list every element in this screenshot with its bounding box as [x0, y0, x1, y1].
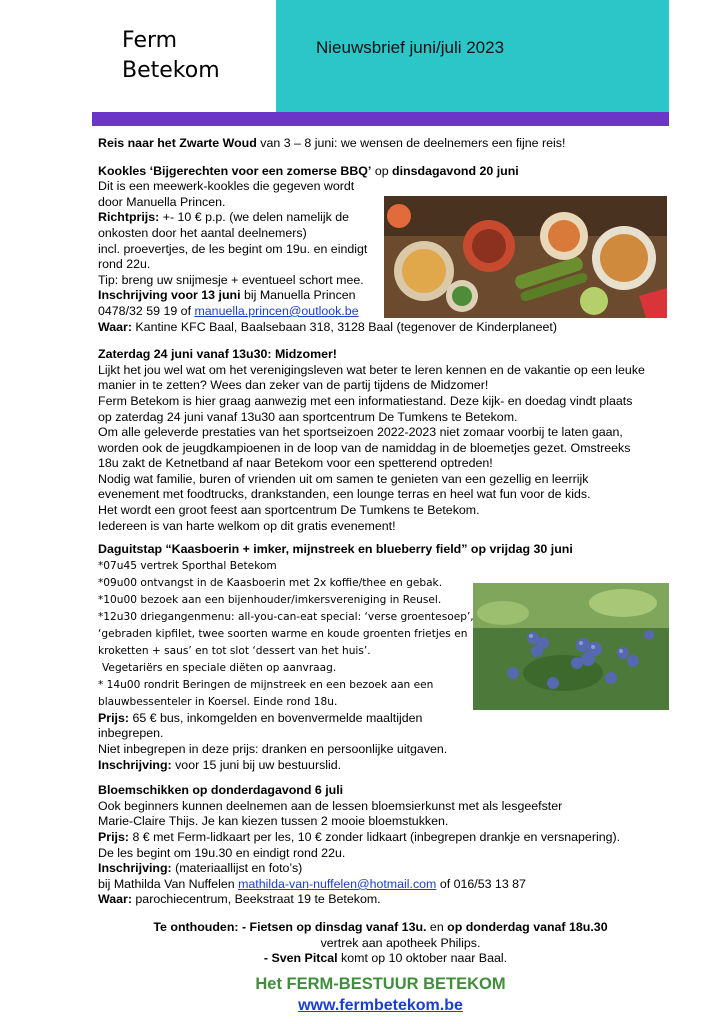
flowers-line: Ook beginners kunnen deelnemen aan de lessen bloemsierkunst met als lesgeefster	[98, 798, 563, 813]
header-divider-bar	[92, 112, 669, 126]
midsummer-line: manier in te zetten? Wees dan zeker van de partij tijdens de Midzomer!	[98, 378, 489, 393]
midsummer-line: evenement met foodtrucks, drankstanden, een lounge terras en heel wat fun voor de kids.	[98, 487, 591, 502]
midsummer-line: worden ook de jeugdkampioenen in de loop van de namiddag in de bloemetjes gezet. Omstreeks	[98, 440, 631, 455]
midsummer-line: Ferm Betekom is hier graag aanwezig met een informatiestand. Deze kijk- en doedag vindt plaats	[98, 393, 633, 408]
daytrip-not-included: Niet inbegrepen in deze prijs: dranken en persoonlijke uitgaven.	[98, 742, 448, 757]
daytrip-registration: Inschrijving: voor 15 juni bij uw bestuurslid.	[98, 757, 342, 772]
daytrip-program-item: Vegetariërs en speciale diëten op aanvraag.	[102, 661, 337, 674]
flowers-location: Waar: parochiecentrum, Beekstraat 19 te Betekom.	[98, 892, 381, 907]
cooking-line: incl. proevertjes, de les begint om 19u. en eindigt	[98, 241, 368, 256]
flowers-line: De les begint om 19u.30 en eindigt rond 22u.	[98, 845, 346, 860]
newsletter-body	[98, 136, 673, 908]
org-name-line1: Ferm	[122, 28, 178, 53]
header-org-block	[92, 0, 276, 112]
daytrip-program-item: blauwbessenteler in Koersel. Einde rond 18u.	[98, 695, 338, 708]
newsletter-title: Nieuwsbrief juni/juli 2023	[316, 38, 505, 57]
cooking-contact: 0478/32 59 19 of manuella.princen@outlook.be	[98, 303, 359, 318]
midsummer-line: Lijkt het jou wel wat om het verenigingsleven wat beter te leren kennen en de vakantie op een leuke	[98, 362, 645, 377]
daytrip-program-item: *12u30 driegangenmenu: all-you-can-eat special: ‘verse groentesoep’,	[98, 610, 474, 623]
midsummer-line: Iedereen is van harte welkom op dit gratis evenement!	[98, 518, 396, 533]
trip-title: Reis naar het Zwarte Woud	[98, 136, 257, 150]
cooking-tip: Tip: breng uw snijmesje + eventueel schort mee.	[98, 272, 364, 287]
remember-line1: Te onthouden: - Fietsen op dinsdag vanaf 13u. en op donderdag vanaf 18u.30	[153, 920, 608, 934]
flowers-title: Bloemschikken op donderdagavond 6 juli	[98, 783, 344, 798]
board-signature: Het FERM-BESTUUR BETEKOM	[255, 974, 506, 993]
daytrip-program-item: * 14u00 rondrit Beringen de mijnstreek en een bezoek aan een	[98, 678, 434, 691]
cooking-title: Kookles ‘Bijgerechten voor een zomerse BBQ’	[98, 163, 372, 178]
midsummer-line: Nodig wat familie, buren of vrienden uit om samen te genieten van een gezellig en leerrijk	[98, 471, 589, 486]
flowers-price: Prijs: 8 € met Ferm-lidkaart per les, 10 € zonder lidkaart (inbegrepen drankje en versnapering).	[98, 830, 621, 844]
remember-line2: vertrek aan apotheek Philips.	[320, 935, 481, 950]
cooking-location: Waar: Kantine KFC Baal, Baalsebaan 318, 3128 Baal (tegenover de Kinderplaneet)	[98, 319, 557, 334]
daytrip-program-item: *10u00 bezoek aan een bijenhouder/imkersvereniging in Reusel.	[98, 593, 442, 606]
midsummer-line: op zaterdag 24 juni vanaf 13u30 aan sportcentrum De Tumkens te Betekom.	[98, 409, 518, 424]
flowers-contact: bij Mathilda Van Nuffelen mathilda-van-nuffelen@hotmail.com of 016/53 13 87	[98, 876, 526, 891]
cooking-line: rond 22u.	[98, 257, 151, 272]
trip-text: van 3 – 8 juni: we wensen de deelnemers een fijne reis!	[256, 136, 566, 150]
flowers-email-link[interactable]: mathilda-van-nuffelen@hotmail.com	[238, 876, 437, 891]
daytrip-price-cont: inbegrepen.	[98, 726, 164, 741]
midsummer-line: Het wordt een groot feest aan sportcentrum De Tumkens te Betekom.	[98, 503, 480, 518]
cooking-date: dinsdagavond 20 juni	[392, 163, 519, 178]
footer-block	[92, 920, 669, 1017]
midsummer-title: Zaterdag 24 juni vanaf 13u30: Midzomer!	[98, 347, 337, 362]
trip-paragraph	[98, 136, 673, 152]
daytrip-program-item: *09u00 ontvangst in de Kaasboerin met 2x koffie/thee en gebak.	[98, 576, 443, 589]
midsummer-line: Om alle geleverde prestaties van het sportseizoen 2022-2023 niet zomaar voorbij te laten gaan,	[98, 425, 623, 440]
cooking-heading: Kookles ‘Bijgerechten voor een zomerse BBQ’ op dinsdagavond 20 juni	[98, 163, 519, 178]
cooking-line: onkosten door het aantal deelnemers)	[98, 225, 307, 240]
website-link[interactable]: www.fermbetekom.be	[298, 996, 463, 1014]
daytrip-program-item: ‘gebraden kipfilet, twee soorten warme en koude groenten frietjes en	[98, 627, 468, 640]
cooking-price: Richtprijs: +- 10 € p.p. (we delen namelijk de	[98, 210, 350, 225]
cooking-line: Dit is een meewerk-kookles die gegeven wordt	[98, 179, 355, 194]
daytrip-program-item: kroketten + saus’ en tot slot ‘dessert van het huis’.	[98, 644, 371, 657]
midsummer-line: 18u zakt de Ketnetband af naar Betekom voor een spetterend optreden!	[98, 456, 493, 471]
cooking-email-link[interactable]: manuella.princen@outlook.be	[194, 303, 359, 318]
daytrip-price: Prijs: 65 € bus, inkomgelden en bovenvermelde maaltijden	[98, 710, 423, 725]
daytrip-title: Daguitstap “Kaasboerin + imker, mijnstreek en blueberry field” op vrijdag 30 juni	[98, 542, 573, 557]
remember-line3: - Sven Pitcal komt op 10 oktober naar Baal.	[263, 951, 508, 966]
flowers-line: Marie-Claire Thijs. Je kan kiezen tussen 2 mooie bloemstukken.	[98, 814, 449, 829]
flowers-registration: Inschrijving: (materiaallijst en foto’s)	[98, 861, 303, 876]
daytrip-program-item: *07u45 vertrek Sporthal Betekom	[98, 559, 277, 572]
cooking-registration: Inschrijving voor 13 juni bij Manuella Princen	[98, 288, 356, 303]
cooking-line: door Manuella Princen.	[98, 194, 226, 209]
org-name-line2: Betekom	[122, 58, 220, 83]
